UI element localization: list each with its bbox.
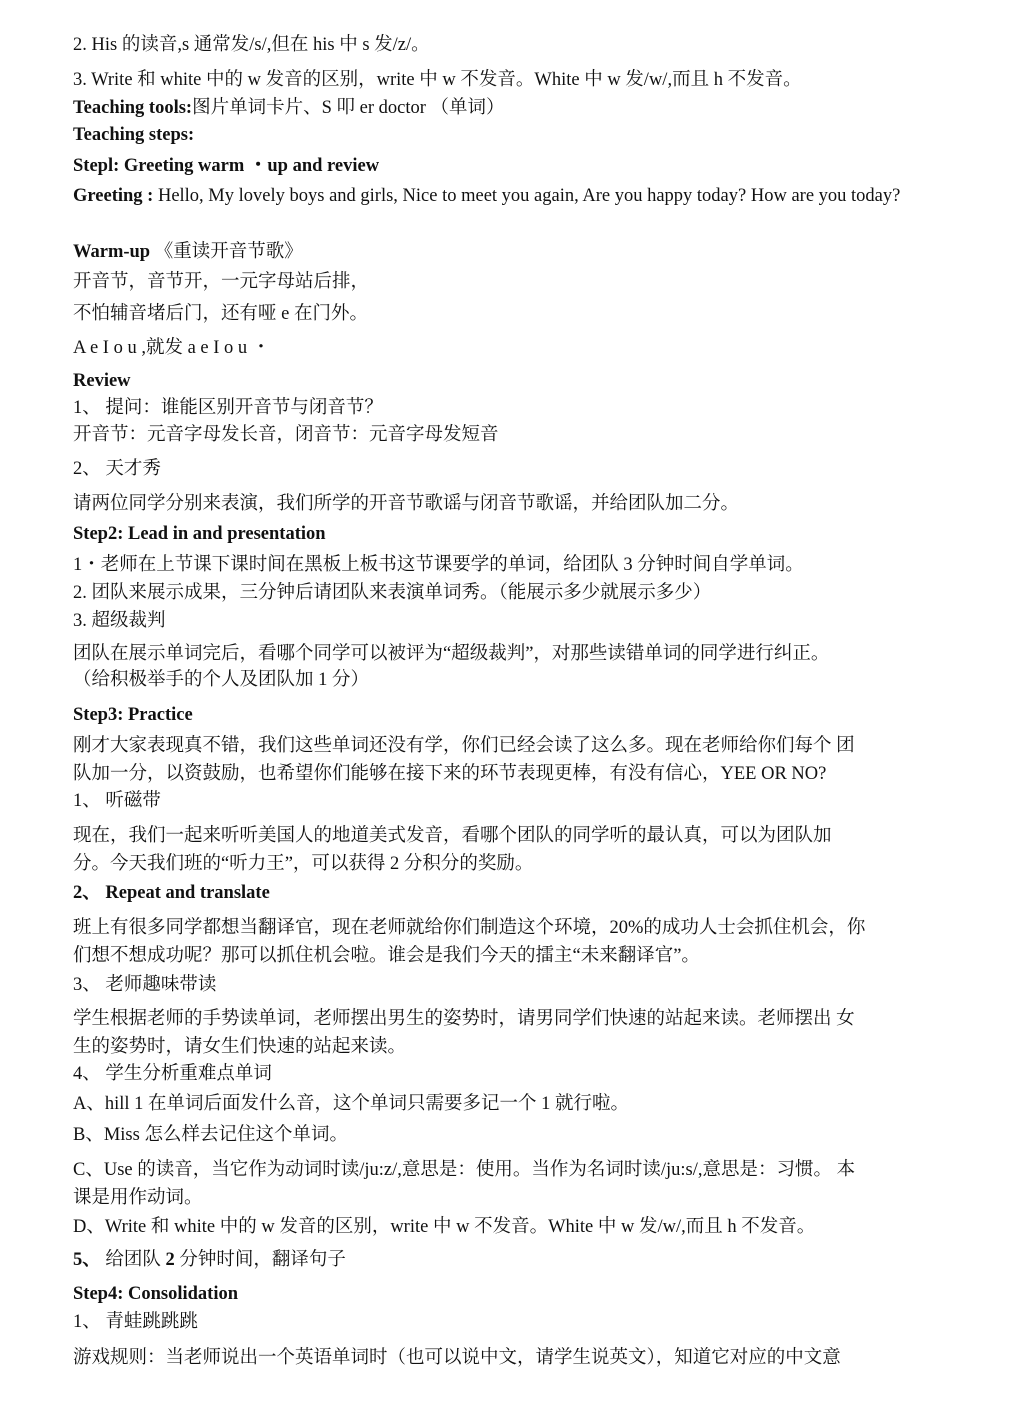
- text-line: 3、 老师趣味带读: [73, 975, 217, 995]
- text-line: 刚才大家表现真不错，我们这些单词还没有学，你们已经会读了这么多。现在老师给你们每个 团: [73, 736, 855, 756]
- teaching-tools-text: 图片单词卡片、S 叩 er doctor （单词）: [192, 98, 505, 118]
- greeting-text: Hello, My lovely boys and girls, Nice to meet you again, Are you happy today? How are you today?: [157, 186, 901, 206]
- greeting-paragraph: [73, 182, 968, 210]
- text-line: 分。今天我们班的“听力王”，可以获得 2 分积分的奖励。: [73, 854, 534, 874]
- text-line: 3. Write 和 white 中的 w 发音的区别，write 中 w 不发音。White 中 w 发/w/,而且 h 不发音。: [73, 70, 802, 90]
- teaching-tools-line: [73, 94, 968, 122]
- text-line: 队加一分，以资鼓励，也希望你们能够在接下来的环节表现更棒，有没有信心，YEE OR NO?: [73, 764, 827, 784]
- text-line: 2. 团队来展示成果，三分钟后请团队来表演单词秀。（能展示多少就展示多少）: [73, 583, 712, 603]
- step1-heading: Stepl: Greeting warm ・up and review: [73, 156, 380, 176]
- section-heading: Teaching steps:: [73, 125, 195, 145]
- text-line: A e I o u ,就发 a e I o u ・: [73, 338, 271, 358]
- step3-heading: Step3: Practice: [73, 705, 193, 725]
- text-line: A、hill 1 在单词后面发什么音，这个单词只需要多记一个 1 就行啦。: [73, 1094, 630, 1114]
- text-line: 生的姿势时，请女生们快速的站起来读。: [73, 1037, 407, 1057]
- text-line: 2、 天才秀: [73, 459, 161, 479]
- text-line: 开音节，音节开，一元字母站后排，: [73, 272, 370, 292]
- text-line: B、Miss 怎么样去记住这个单词。: [73, 1125, 348, 1145]
- text-line: 1、 听磁带: [73, 791, 161, 811]
- text-line: 课是用作动词。: [73, 1188, 203, 1208]
- greeting-label: Greeting :: [73, 186, 154, 206]
- text-line: D、Write 和 white 中的 w 发音的区别，write 中 w 不发音。White 中 w 发/w/,而且 h 不发音。: [73, 1217, 816, 1237]
- text-line: 游戏规则：当老师说出一个英语单词时（也可以说中文，请学生说英文），知道它对应的中文意: [73, 1348, 841, 1368]
- text-line: 团队在展示单词完后，看哪个同学可以被评为“超级裁判”，对那些读错单词的同学进行纠正。: [73, 644, 830, 664]
- text-line: [73, 1246, 968, 1274]
- text-line: 4、 学生分析重难点单词: [73, 1064, 272, 1084]
- warmup-text: 《重读开音节歌》: [154, 242, 303, 262]
- text-line: 现在，我们一起来听听美国人的地道美式发音，看哪个团队的同学听的最认真，可以为团队加: [73, 826, 832, 846]
- text-line: 2. His 的读音,s 通常发/s/,但在 his 中 s 发/z/。: [73, 35, 430, 55]
- text-line: 请两位同学分别来表演，我们所学的开音节歌谣与闭音节歌谣，并给团队加二分。: [73, 494, 740, 514]
- text-line: 开音节：元音字母发长音，闭音节：元音字母发短音: [73, 425, 499, 445]
- text-line: 班上有很多同学都想当翻译官，现在老师就给你们制造这个环境，20%的成功人士会抓住机会，你: [73, 918, 866, 938]
- text-line: 们想不想成功呢？那可以抓住机会啦。谁会是我们今天的擂主“未来翻译官”。: [73, 946, 700, 966]
- text-fragment: 给团队: [100, 1250, 166, 1270]
- text-line: 1、 青蛙跳跳跳: [73, 1312, 198, 1332]
- text-line: （给积极举手的个人及团队加 1 分）: [73, 670, 370, 690]
- text-line: 1・老师在上节课下课时间在黑板上板书这节课要学的单词，给团队 3 分钟时间自学单词。: [73, 555, 804, 575]
- warmup-line: [73, 238, 968, 266]
- text-line: C、Use 的读音，当它作为动词时读/ju:z/,意思是：使用。当作为名词时读/ju:s/,意思是：习惯。 本: [73, 1160, 856, 1180]
- review-heading: Review: [73, 371, 131, 391]
- step4-heading: Step4: Consolidation: [73, 1284, 238, 1304]
- minutes-number: 2: [165, 1250, 175, 1270]
- text-fragment: 分钟时间，翻译句子: [174, 1250, 346, 1270]
- subheading: 2、 Repeat and translate: [73, 883, 270, 903]
- text-line: 1、 提问：谁能区别开音节与闭音节？: [73, 398, 383, 418]
- text-line: 不怕辅音堵后门，还有哑 e 在门外。: [73, 304, 368, 324]
- text-line: 3. 超级裁判: [73, 611, 166, 631]
- warmup-label: Warm-up: [73, 242, 151, 262]
- item-number: 5、: [73, 1250, 101, 1270]
- step2-heading: Step2: Lead in and presentation: [73, 524, 326, 544]
- text-line: 学生根据老师的手势读单词，老师摆出男生的姿势时，请男同学们快速的站起来读。老师摆出 女: [73, 1009, 855, 1029]
- teaching-tools-label: Teaching tools:: [73, 98, 193, 118]
